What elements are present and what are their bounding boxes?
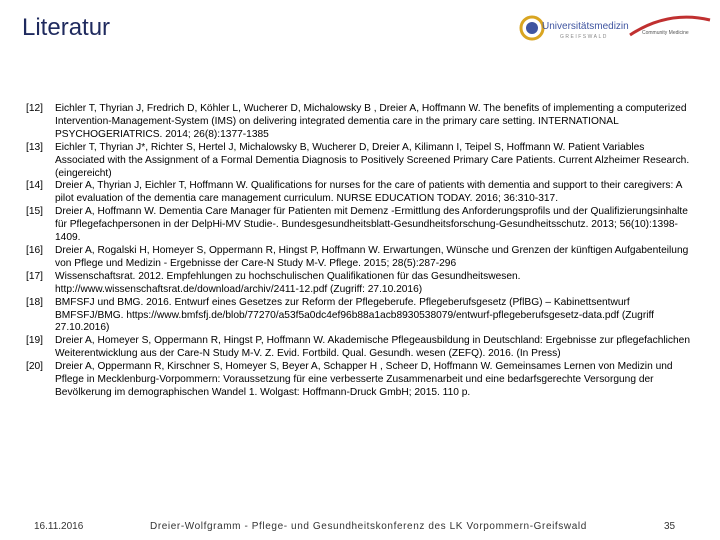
reference-number: [12] — [26, 103, 43, 114]
reference-text: Eichler T, Thyrian J*, Richter S, Hertel J, Michalowsky B, Wucherer D, Dreier A, Kilimann I, Teipel S, Hoffmann W. Patient Variables Associated with the Assignment of a Formal Dementia Diagnosis to Positively Screened Primary Care Patients. Current Alzheimer Research. (eingereicht) — [55, 141, 690, 179]
reference-list — [26, 103, 696, 400]
reference-text: Dreier A, Oppermann R, Kirschner S, Homeyer S, Beyer A, Schapper H , Scheer D, Hoffmann W. Gemeinsames Lernen von Medizin und Pflege in Mecklenburg-Vorpommern: Voraussetzung für eine verbesserte Zusammenarbeit und eine bedarfsgerechte Versorgung der Bevölkerung im demographischen Wandel 1. Wolgast: Hoffmann-Druck GmbH; 2015. 110 p. — [55, 361, 673, 398]
reference-item — [26, 180, 696, 206]
reference-item — [26, 103, 696, 142]
university-logo — [518, 8, 714, 48]
reference-item — [26, 142, 696, 181]
slide-title: Literatur — [22, 14, 111, 41]
footer-page-number: 35 — [664, 521, 676, 532]
reference-text: Dreier A, Rogalski H, Homeyer S, Oppermann R, Hingst P, Hoffmann W. Erwartungen, Wünsche und Grenzen der künftigen Aufgabenteilung von Pflege und Medizin - Ergebnisse der Care-N Study M-V. Pflege. 2015; 28(5):287-296 — [55, 244, 689, 269]
reference-text: BMFSFJ und BMG. 2016. Entwurf eines Gesetzes zur Reform der Pflegeberufe. Pflegeberufsgesetz (PflBG) – Kabinettsentwurf BMFSFJ/BMG. https://www.bmfsfj.de/blob/77270/a53f5a0dc4ef96b88a1acb8930538079/entwurf-pflegeberufsgesetz-data.pdf (Zugriff 27.10.2016) — [55, 296, 654, 334]
reference-text: Dreier A, Hoffmann W. Dementia Care Manager für Patienten mit Demenz -Ermittlung des Anforderungsprofils und der Qualifizierungsinhalte für Pflegefachpersonen in der DelpHi-MV Studie-. Bundesgesundheitsblatt-Gesundheitsforschung-Gesundheitsschutz. 2013; 56(10):1398-1409. — [55, 206, 688, 244]
reference-number: [15] — [26, 206, 43, 218]
reference-text: Dreier A, Homeyer S, Oppermann R, Hingst P, Hoffmann W. Akademische Pflegeausbildung in Deutschland: Ergebnisse zur pflegefachlichen Weiterentwicklung aus der Care-N Study M-V. Z. Evid. Fortbild. Qual. Gesundh. wesen (ZEFQ). 2016. (In Press) — [55, 335, 690, 360]
reference-number: [20] — [26, 361, 43, 373]
reference-item — [26, 335, 696, 361]
reference-number: [19] — [26, 335, 43, 347]
reference-number: [17] — [26, 270, 43, 282]
footer-date: 16.11.2016 — [34, 521, 84, 532]
reference-number: [18] — [26, 296, 43, 308]
reference-item — [26, 271, 696, 297]
reference-number: [16] — [26, 244, 43, 256]
logo-partner-text: Community Medicine — [642, 30, 689, 36]
logo-brand-text: Universitätsmedizin — [542, 21, 629, 32]
reference-item — [26, 361, 696, 400]
reference-number: [14] — [26, 180, 43, 192]
reference-item — [26, 297, 696, 336]
reference-item — [26, 206, 696, 245]
reference-text: Wissenschaftsrat. 2012. Empfehlungen zu hochschulischen Qualifikationen für das Gesundheitswesen. http://www.wissenschaftsrat.de/download/archiv/2411-12.pdf (Zugriff: 27.10.2016) — [55, 270, 521, 295]
reference-text: Dreier A, Thyrian J, Eichler T, Hoffmann W. Qualifications for nurses for the care of patients with dementia and support to their caregivers: A pilot evaluation of the dementia care management curriculum. NURSE EDUCATION TODAY. 2016; 36:310-317. — [55, 180, 682, 205]
logo-subtext: GREIFSWALD — [560, 34, 608, 40]
reference-item — [26, 245, 696, 271]
reference-text: Eichler T, Thyrian J, Fredrich D, Köhler L, Wucherer D, Michalowsky B , Dreier A, Hoffmann W. The benefits of implementing a computerized Intervention-Management-System (IMS) on delivering integrated dementia care in the primary care setting. INTERNATIONAL PSYCHOGERIATRICS. 2014; 26(8):1377-1385 — [55, 103, 687, 140]
footer-presentation-info: Dreier-Wolfgramm - Pflege- und Gesundheitskonferenz des LK Vorpommern-Greifswald — [150, 521, 587, 532]
reference-number: [13] — [26, 141, 43, 153]
